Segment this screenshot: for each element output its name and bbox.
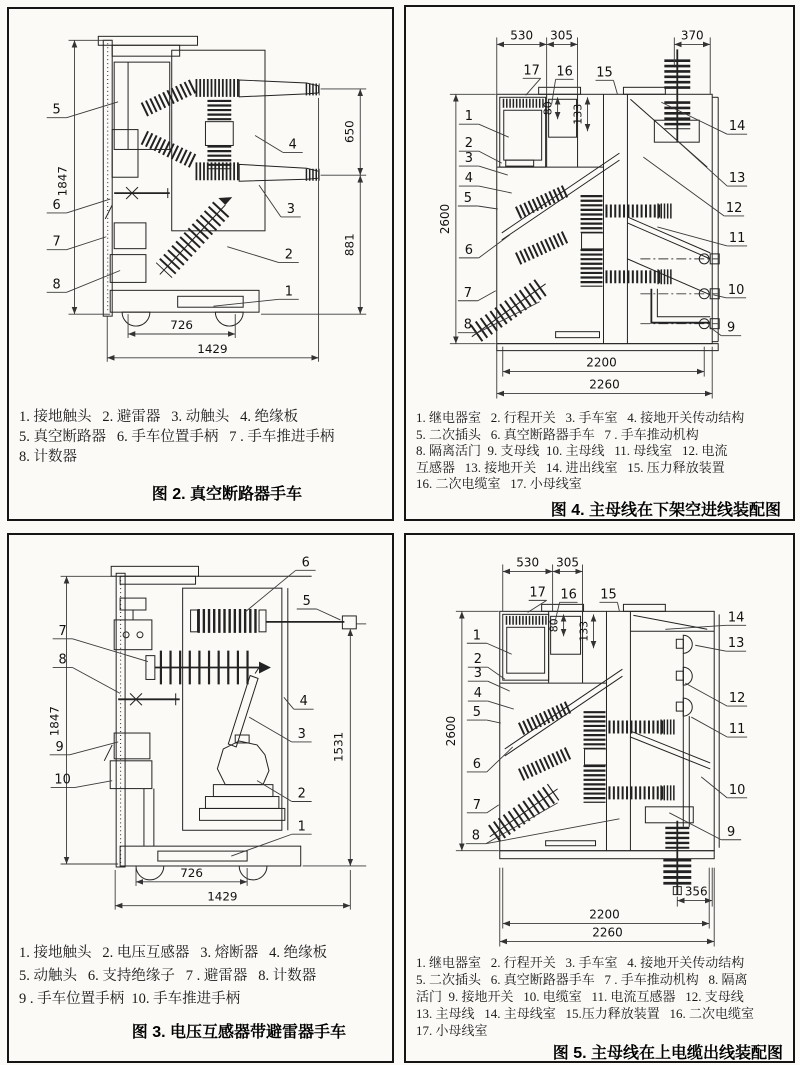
svg-text:7: 7 <box>463 285 472 301</box>
dim-label: 1847 <box>47 705 62 737</box>
svg-text:10: 10 <box>728 782 746 798</box>
svg-text:1: 1 <box>284 284 293 300</box>
figure5-caption <box>416 954 785 1063</box>
fig4-dim-80 <box>542 97 558 119</box>
svg-text:13: 13 <box>727 636 745 652</box>
svg-text:14: 14 <box>727 610 745 626</box>
parts-list-line: 5. 二次插头 6. 真空断路器手车 7 . 手车推动机构 <box>416 426 699 442</box>
parts-list-line: 1. 接地触头 2. 避雷器 3. 动触头 4. 绝缘板 <box>19 409 299 425</box>
parts-list-line: 16. 二次电缆室 17. 小母线室 <box>416 476 582 491</box>
dim-label: 356 <box>684 884 708 899</box>
svg-text:3: 3 <box>297 726 306 742</box>
figure2-caption <box>19 407 384 504</box>
parts-list-line: 5. 真空断路器 6. 手车位置手柄 7 . 手车推进手柄 <box>19 429 335 445</box>
svg-text:7: 7 <box>58 623 67 639</box>
parts-list-line: 17. 小母线室 <box>416 1023 488 1038</box>
parts-list-line: 8. 隔离活门 9. 支母线 10. 主母线 11. 母线室 12. 电流 <box>416 443 728 458</box>
svg-text:14: 14 <box>728 119 746 135</box>
fig3-dim-726 <box>136 866 247 886</box>
fig4-dim-305 <box>547 28 578 94</box>
fig4-callout-4 <box>459 171 512 193</box>
parts-list-line: 1. 继电器室 2. 行程开关 3. 手车室 4. 接地开关传动结构 <box>416 410 745 425</box>
dim-label: 305 <box>556 555 579 570</box>
dim-label: 726 <box>180 865 203 880</box>
fig4-dim-530 <box>497 28 547 94</box>
svg-text:5: 5 <box>52 102 61 118</box>
svg-text:8: 8 <box>471 828 480 844</box>
svg-text:2: 2 <box>297 786 306 802</box>
svg-text:2: 2 <box>464 136 473 152</box>
fig3-handcart-structure <box>104 566 356 880</box>
fig4-callout-15 <box>596 65 618 94</box>
fig4-callout-17 <box>523 63 541 95</box>
svg-text:8: 8 <box>463 317 472 333</box>
figure5-title: 图 5. 主母线在上电缆出线装配图 <box>552 1045 783 1062</box>
fig4-dim-2260 <box>497 347 712 399</box>
fig5-dim-356 <box>677 868 712 907</box>
fig4-callouts <box>458 63 747 335</box>
svg-text:9: 9 <box>727 320 736 336</box>
fig5-callout-5 <box>467 705 501 723</box>
fig5-callout-12 <box>685 683 747 706</box>
fig3-callout-5 <box>297 594 341 620</box>
dim-label: 530 <box>516 555 540 570</box>
svg-text:8: 8 <box>58 652 67 668</box>
fig5-dim-530 <box>503 555 553 611</box>
parts-list-line: 5. 动触头 6. 支持绝缘子 7 . 避雷器 8. 计数器 <box>19 968 317 984</box>
fig2-callout-6 <box>47 198 111 213</box>
svg-text:6: 6 <box>472 756 481 772</box>
fig5-callout-17 <box>528 585 547 612</box>
svg-text:10: 10 <box>54 772 71 788</box>
parts-list-line: 8. 计数器 <box>19 449 77 465</box>
fig4-callout-1 <box>459 109 509 137</box>
svg-text:3: 3 <box>286 201 295 217</box>
fig2-callouts <box>47 102 303 306</box>
fig2-dim-881 <box>261 175 366 314</box>
dim-label: 2200 <box>586 355 617 370</box>
fig4-callout-9 <box>709 321 741 336</box>
svg-text:5: 5 <box>302 594 311 610</box>
parts-list-line: 互感器 13. 接地开关 14. 进出线室 15. 压力释放装置 <box>416 459 725 475</box>
fig2-callout-1 <box>213 284 298 306</box>
dim-label: 2600 <box>437 203 452 235</box>
dim-label: 370 <box>680 28 704 43</box>
fig3-callout-3 <box>249 717 312 742</box>
figure5-panel <box>404 533 795 1063</box>
fig4-dim-2600 <box>438 94 496 343</box>
dim-label: 726 <box>170 318 193 333</box>
fig5-callout-1 <box>467 628 512 654</box>
svg-text:1: 1 <box>297 819 306 835</box>
fig2-callout-4 <box>255 136 303 153</box>
fig3-dim-1531 <box>303 624 367 866</box>
dim-label: 80 <box>547 618 561 633</box>
fig5-callout-16 <box>555 587 578 623</box>
fig5-callout-6 <box>467 747 513 772</box>
fig5-dim-305 <box>553 555 583 611</box>
svg-text:5: 5 <box>472 705 481 721</box>
svg-text:9: 9 <box>727 824 736 840</box>
fig2-callout-8 <box>47 270 120 292</box>
fig4-dim-133 <box>572 97 588 131</box>
svg-text:4: 4 <box>288 137 297 153</box>
fig5-callout-14 <box>665 610 746 629</box>
fig2-callout-7 <box>47 235 107 250</box>
dim-label: 2200 <box>589 907 620 922</box>
fig3-dim-1429 <box>115 870 350 910</box>
parts-list-line: 13. 主母线 14. 主母线室 15.压力释放装置 16. 二次电缆室 <box>416 1006 755 1021</box>
svg-text:10: 10 <box>727 282 745 298</box>
svg-text:9: 9 <box>55 739 64 755</box>
dim-label: 1429 <box>197 341 228 356</box>
figure4-panel <box>404 5 795 521</box>
svg-text:4: 4 <box>299 694 308 710</box>
parts-list-line: 1. 继电器室 2. 行程开关 3. 手车室 4. 接地开关传动结构 <box>416 955 745 970</box>
fig4-callout-16 <box>552 64 574 104</box>
svg-text:7: 7 <box>52 234 61 250</box>
dim-label: 1847 <box>55 166 70 197</box>
svg-text:4: 4 <box>473 686 482 702</box>
fig5-callout-10 <box>701 777 747 798</box>
svg-text:7: 7 <box>472 797 481 813</box>
svg-text:16: 16 <box>560 587 577 603</box>
dim-label: 1429 <box>207 889 238 904</box>
svg-text:3: 3 <box>473 666 482 682</box>
fig5-callout-15 <box>600 587 620 611</box>
figure2-drawing <box>9 9 392 403</box>
parts-list-line: 1. 接地触头 2. 电压互感器 3. 熔断器 4. 绝缘板 <box>19 945 328 961</box>
fig3-dim-1847 <box>48 576 119 864</box>
figure3-drawing <box>9 535 392 939</box>
fig4-callout-11 <box>657 227 747 246</box>
svg-text:6: 6 <box>301 555 310 571</box>
fig4-callout-6 <box>459 235 510 258</box>
dim-label: 530 <box>510 28 534 43</box>
svg-text:4: 4 <box>464 171 473 187</box>
svg-text:6: 6 <box>464 242 473 258</box>
svg-text:5: 5 <box>463 191 472 207</box>
svg-text:2: 2 <box>284 247 293 263</box>
figure3-caption <box>19 942 384 1042</box>
fig5-callout-7 <box>467 798 499 813</box>
parts-list-line: 9 . 手车位置手柄 10. 手车推进手柄 <box>19 991 241 1007</box>
fig5-callout-9 <box>669 813 741 840</box>
figure2-panel <box>7 7 394 521</box>
dim-label: 133 <box>577 620 591 642</box>
dim-label: 650 <box>342 120 357 143</box>
parts-list-line: 5. 二次插头 6. 真空断路器手车 7 . 手车推动机构 8. 隔离 <box>416 972 748 987</box>
svg-text:17: 17 <box>529 585 546 601</box>
fig3-callouts <box>47 555 341 856</box>
fig2-dim-650 <box>321 89 367 175</box>
svg-text:15: 15 <box>596 65 613 81</box>
svg-text:13: 13 <box>728 171 746 187</box>
svg-text:11: 11 <box>728 230 746 246</box>
figure3-title: 图 3. 电压互感器带避雷器手车 <box>131 1024 346 1041</box>
svg-text:16: 16 <box>556 64 573 80</box>
svg-text:8: 8 <box>52 277 61 293</box>
fig4-callout-13 <box>673 137 747 186</box>
svg-text:11: 11 <box>728 722 746 738</box>
dim-label: 80 <box>541 101 555 116</box>
svg-text:3: 3 <box>464 151 473 167</box>
parts-list-line: 活门 9. 接地开关 10. 电缆室 11. 电流互感器 12. 支母线 <box>416 989 744 1004</box>
figure4-drawing <box>406 7 793 407</box>
fig2-dim-1429 <box>107 98 318 362</box>
svg-text:6: 6 <box>52 197 61 213</box>
svg-text:12: 12 <box>725 200 743 216</box>
fig2-dim-726 <box>128 314 235 338</box>
dim-label: 133 <box>571 103 585 125</box>
fig5-cable-clamps <box>676 635 692 716</box>
dim-label: 2600 <box>443 715 458 747</box>
fig4-cabinet-structure <box>472 49 719 350</box>
fig5-dim-2600 <box>444 611 499 850</box>
fig2-handcart-structure <box>98 36 319 326</box>
dim-label: 2260 <box>592 925 623 940</box>
dim-label: 2260 <box>589 377 620 392</box>
svg-text:12: 12 <box>728 691 746 707</box>
dim-label: 1531 <box>331 731 346 763</box>
figure3-panel <box>7 533 394 1063</box>
fig4-callout-5 <box>458 191 498 209</box>
figure5-drawing <box>406 535 793 950</box>
fig5-cabinet-structure <box>490 604 719 894</box>
svg-text:15: 15 <box>600 587 617 603</box>
svg-text:2: 2 <box>473 652 482 668</box>
fig5-callout-13 <box>695 636 746 651</box>
figure2-title: 图 2. 真空断路器手车 <box>151 486 302 503</box>
fig5-dim-133 <box>578 614 594 648</box>
svg-text:1: 1 <box>464 109 473 125</box>
svg-text:1: 1 <box>472 628 481 644</box>
figure4-title: 图 4. 主母线在下架空进线装配图 <box>550 501 781 519</box>
fig3-callout-1 <box>231 819 311 856</box>
fig2-callout-2 <box>227 247 298 263</box>
fig3-callout-8 <box>53 653 120 694</box>
dim-label: 305 <box>550 28 574 43</box>
fig4-callout-7 <box>458 286 496 301</box>
fig3-callout-10 <box>51 773 113 788</box>
dim-label: 881 <box>342 233 357 257</box>
svg-text:17: 17 <box>523 63 540 79</box>
figure4-caption <box>416 410 785 520</box>
fig3-callout-2 <box>257 781 312 802</box>
